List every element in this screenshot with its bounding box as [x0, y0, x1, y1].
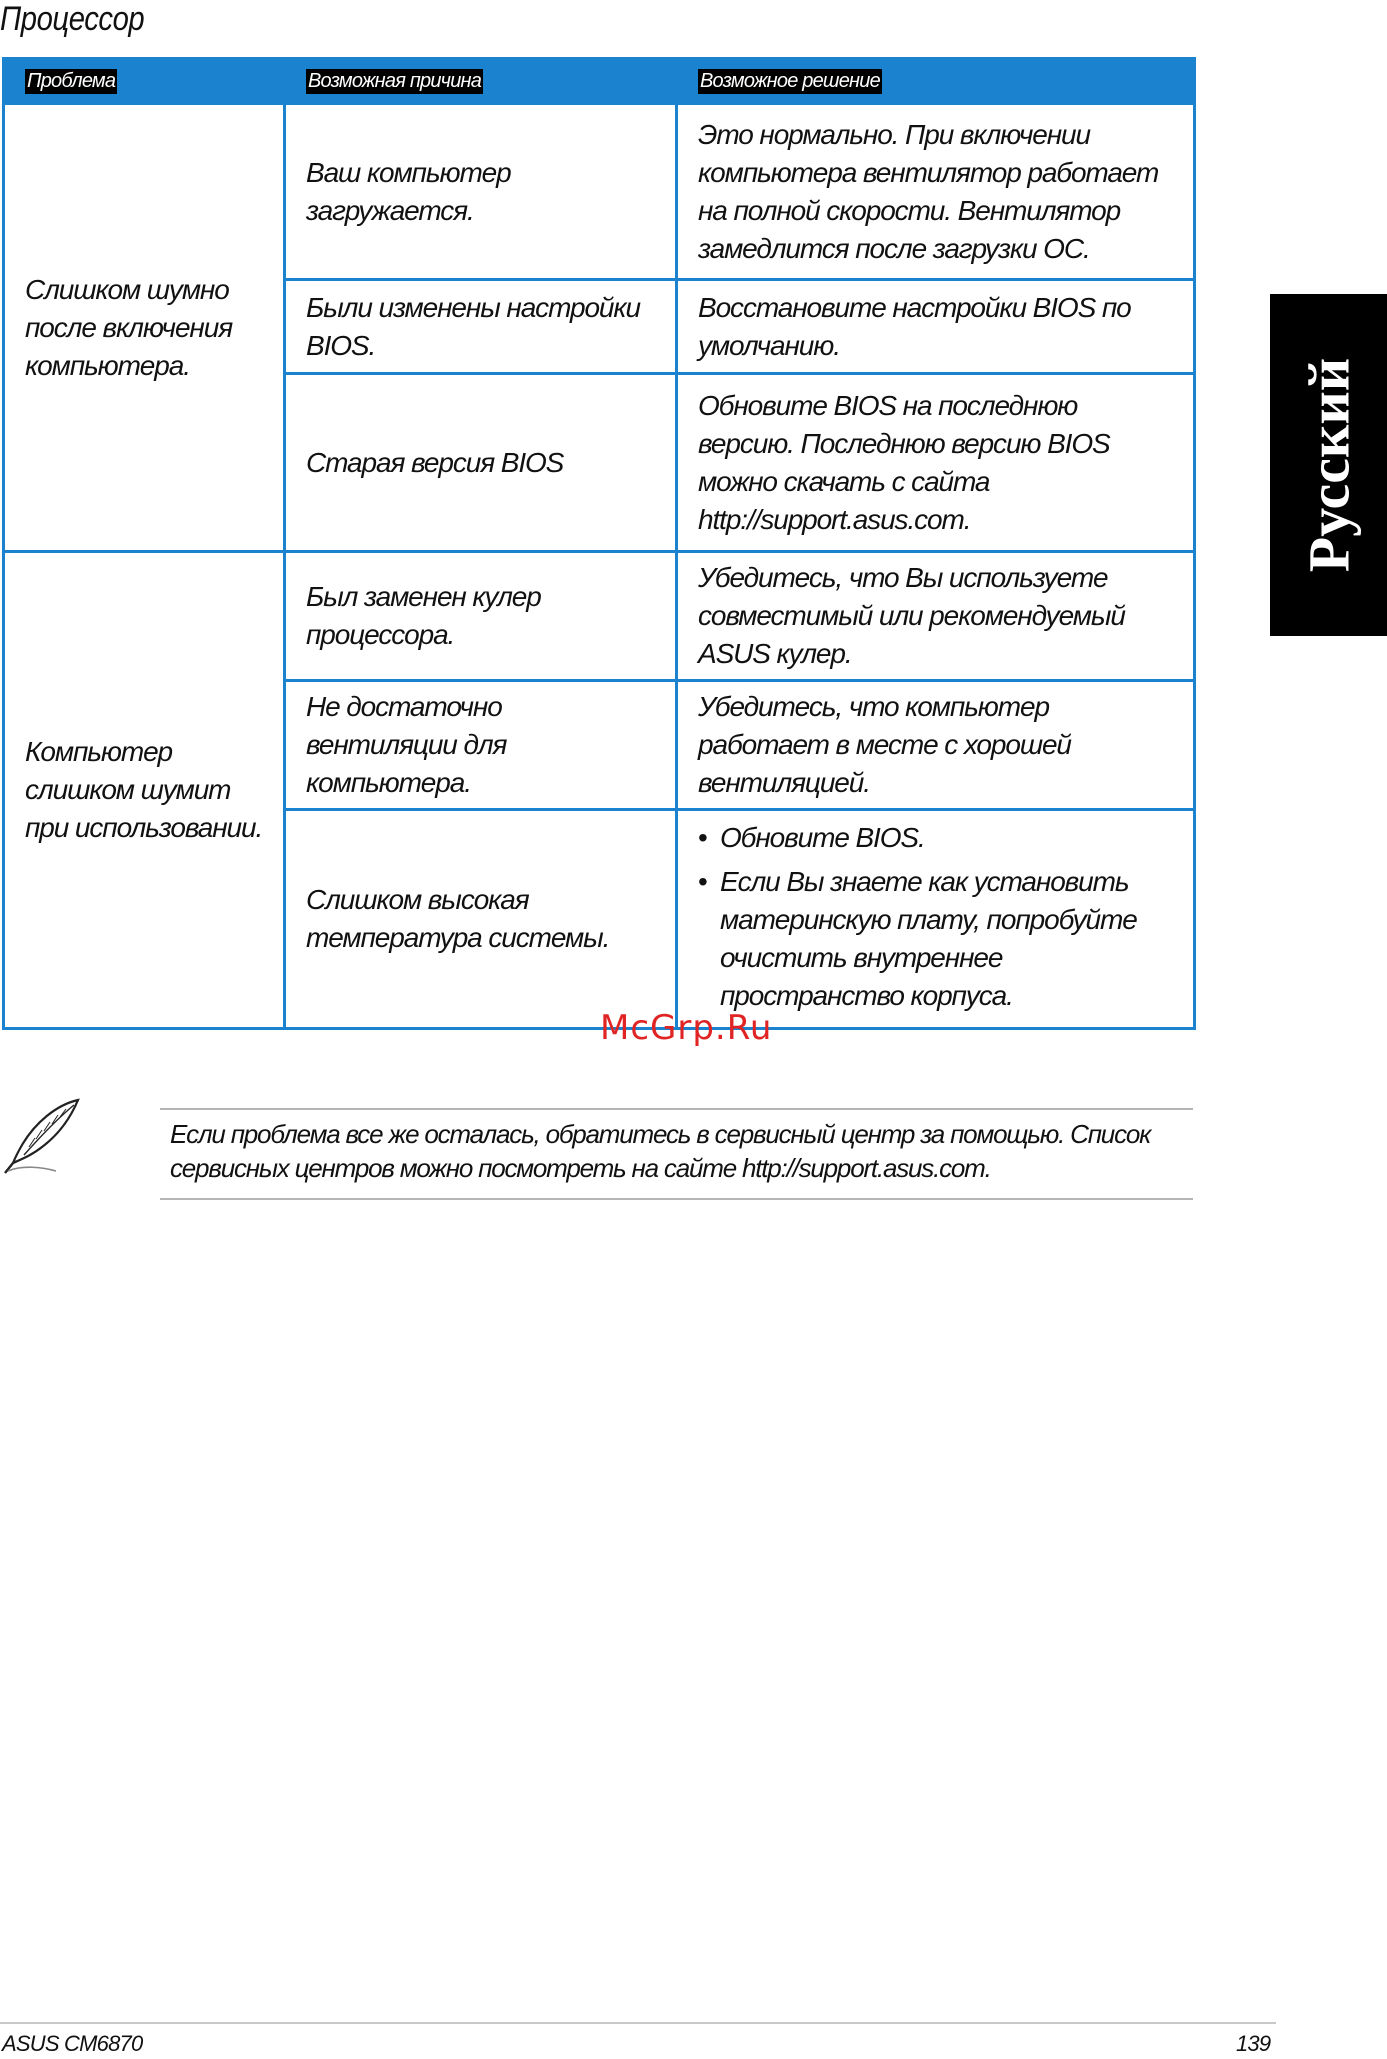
solution-bullet-list	[698, 819, 1177, 1015]
header-problem: Проблема	[4, 59, 285, 104]
solution-bullet: • Обновите BIOS.	[698, 819, 1177, 857]
solution-cell: Убедитесь, что компьютер работает в месте с хорошей вентиляцией.	[677, 681, 1195, 810]
table-row	[4, 552, 1195, 681]
problem-cell: Компьютер слишком шумит при использовании.	[4, 552, 285, 1029]
cause-cell: Не достаточно вентиляции для компьютера.	[285, 681, 677, 810]
solution-bullet: • Если Вы знаете как установить материнскую плату, попробуйте очистить внутреннее пространство корпуса.	[698, 863, 1177, 1015]
cause-cell: Был заменен кулер процессора.	[285, 552, 677, 681]
footer-divider	[0, 2022, 1276, 2024]
table-row	[4, 104, 1195, 280]
page-title: Процессор	[0, 0, 145, 38]
problem-cell: Слишком шумно после включения компьютера.	[4, 104, 285, 552]
header-cause: Возможная причина	[285, 59, 677, 104]
language-tab-label: Русский	[1296, 357, 1361, 573]
solution-cell: Это нормально. При включении компьютера вентилятор работает на полной скорости. Вентилятор замедлится после загрузки ОС.	[677, 104, 1195, 280]
troubleshooting-table	[2, 57, 1196, 1030]
solution-cell: Обновите BIOS на последнюю версию. Последнюю версию BIOS можно скачать с сайта http://support.asus.com.	[677, 374, 1195, 552]
cause-cell: Были изменены настройки BIOS.	[285, 280, 677, 374]
cause-cell: Ваш компьютер загружается.	[285, 104, 677, 280]
cause-cell: Слишком высокая температура системы.	[285, 810, 677, 1029]
solution-cell: Восстановите настройки BIOS по умолчанию.	[677, 280, 1195, 374]
note-text: Если проблема все же осталась, обратитесь в сервисный центр за помощью. Список сервисных центров можно посмотреть на сайте http://support.asus.com.	[170, 1119, 1151, 1183]
cause-cell: Старая версия BIOS	[285, 374, 677, 552]
footer-model: ASUS CM6870	[2, 2031, 143, 2056]
note-divider-bottom	[160, 1198, 1193, 1200]
language-tab	[1270, 294, 1387, 636]
watermark: McGrp.Ru	[600, 1008, 773, 1048]
note-divider-top	[160, 1108, 1193, 1110]
header-solution: Возможное решение	[677, 59, 1195, 104]
solution-cell	[677, 810, 1195, 1029]
page-number: 139	[1236, 2031, 1271, 2056]
feather-pen-icon	[2, 1097, 84, 1175]
solution-cell: Убедитесь, что Вы используете совместимый или рекомендуемый ASUS кулер.	[677, 552, 1195, 681]
table-header-row	[4, 59, 1195, 104]
